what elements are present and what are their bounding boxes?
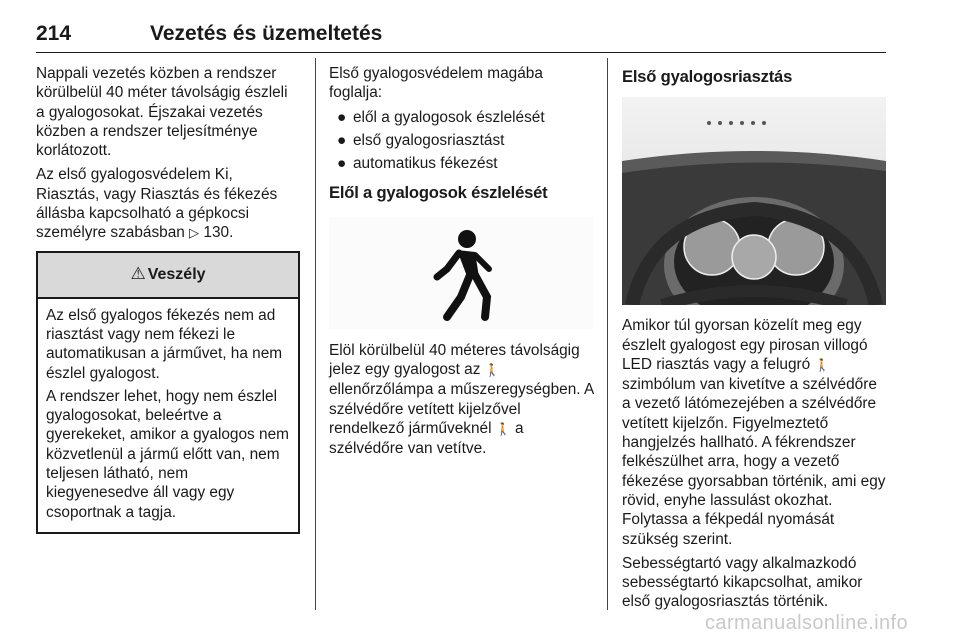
paragraph: Nappali vezetés közben a rendszer körülbelül 40 méter távolságig észleli a gyalogosokat. Éjszakai vezetés közben a rendszer teljesítménye korlátozott.	[36, 65, 288, 160]
warning-body	[38, 299, 298, 532]
feature-list	[329, 108, 595, 174]
warning-title: Veszély	[147, 266, 206, 284]
list-item	[329, 131, 595, 150]
warning-triangle-icon: ⚠	[130, 264, 146, 285]
page-header	[36, 22, 886, 53]
bullet-icon: ●	[337, 155, 347, 173]
watermark: carmanualsonline.info	[705, 612, 908, 634]
paragraph	[622, 316, 886, 549]
paragraph-text: Amikor túl gyorsan közelít meg egy észlelt gyalogost egy pirosan villogó LED riasztás vagy a felugró	[622, 317, 868, 373]
warning-paragraph: A rendszer lehet, hogy nem észlel gyalogosokat, beleértve a gyerekeket, amikor a gyalogos nem közvetlenül a jármű előtt van, nem teljesen látható, nem kiegyenesedve áll vagy egy csoportnak a tagja.	[46, 387, 289, 521]
pedestrian-illustration	[329, 217, 593, 329]
column-left	[36, 64, 300, 534]
pedestrian-symbol-icon: 🚶	[495, 421, 511, 436]
dashboard-photo	[622, 97, 886, 305]
column-middle	[329, 64, 595, 464]
windshield-dashboard-illustration	[622, 97, 886, 305]
warning-paragraph: Az első gyalogos fékezés nem ad riasztást vagy nem fékezi le automatikusan a járművet, ha nem észlel gyalogost.	[46, 306, 283, 382]
paragraph-text: a szélvédőre van vetítve.	[329, 419, 524, 458]
pedestrian-symbol-icon: 🚶	[484, 363, 500, 378]
paragraph: Első gyalogosvédelem magába foglalja:	[329, 65, 543, 102]
warning-box	[36, 251, 300, 534]
paragraph: Sebességtartó vagy alkalmazkodó sebességtartó kikapcsolhat, amikor első gyalogosriasztás történik.	[622, 554, 863, 611]
page-title: Vezetés és üzemeltetés	[150, 22, 383, 45]
warning-header	[38, 253, 298, 299]
list-item	[329, 108, 595, 127]
bullet-icon: ●	[337, 131, 347, 149]
section-heading: Elől a gyalogosok észlelését	[329, 183, 548, 203]
paragraph-text: Elöl körülbelül 40 méteres távolságig jelez egy gyalogost az	[329, 341, 580, 379]
column-right	[622, 67, 886, 617]
list-item-text: első gyalogosriasztást	[353, 131, 505, 149]
walking-pedestrian-icon	[329, 217, 593, 329]
column-divider	[607, 58, 608, 610]
list-item	[329, 154, 595, 173]
section-heading: Első gyalogosriasztás	[622, 67, 793, 86]
column-divider	[315, 58, 316, 610]
paragraph-text: Az első gyalogosvédelem Ki, Riasztás, vagy Riasztás és fékezés állásba kapcsolható a gépkocsi személyre szabásban	[36, 166, 278, 242]
paragraph	[36, 165, 300, 243]
page-number: 214	[36, 22, 72, 45]
paragraph	[329, 341, 595, 459]
pedestrian-symbol-icon: 🚶	[814, 357, 830, 372]
paragraph-text: szimbólum van kivetítve a szélvédőre a vezető látómezejében a szélvédőre vetített kijelzőn. Figyelmeztető hangjelzés hallható. A fékrendszer felkészülhet arra, hogy a vezető fékezése gyorsabban történik, ami egy rövid, enyhe lassulást okozhat. Folytassa a fékpedál nyomását szükség szerint.	[622, 376, 886, 548]
list-item-text: elől a gyalogosok észlelését	[353, 108, 545, 126]
page-reference-icon: ▷	[189, 226, 200, 242]
page-reference-number[interactable]: 130.	[199, 224, 234, 242]
paragraph-text: ellenőrzőlámpa a műszeregységben. A szélvédőre vetített kijelzővel rendelkező járműveknél	[329, 381, 594, 437]
bullet-icon: ●	[337, 108, 347, 126]
list-item-text: automatikus fékezést	[353, 155, 498, 173]
